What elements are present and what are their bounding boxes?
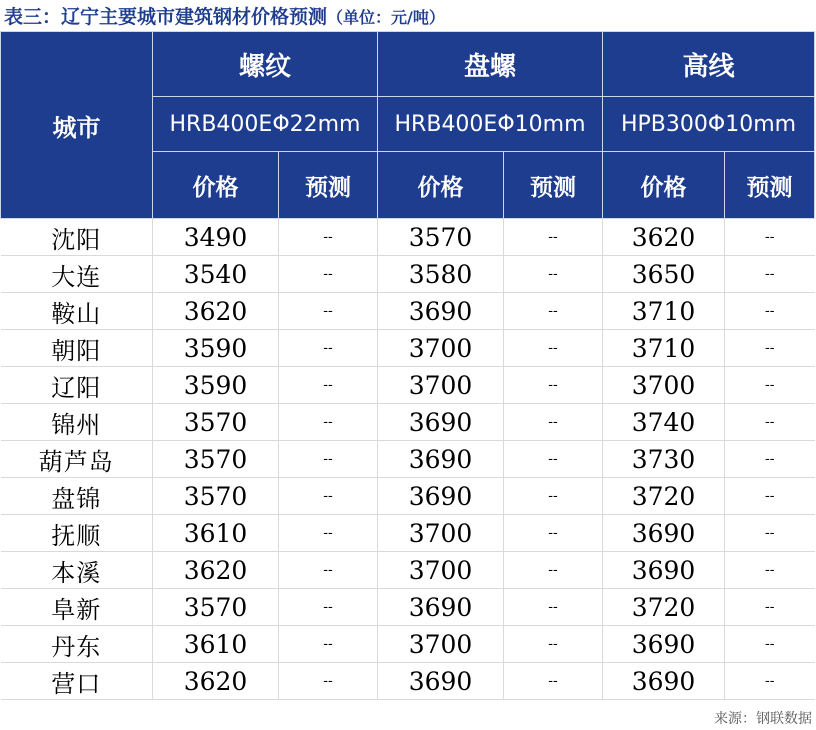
header-group-rebar: 螺纹	[153, 32, 378, 97]
wire-rod-forecast-cell: --	[725, 404, 815, 441]
rebar-forecast-cell: --	[279, 256, 378, 293]
header-price: 价格	[153, 152, 279, 219]
city-cell: 抚顺	[1, 515, 153, 552]
coil-rebar-forecast-cell: --	[504, 515, 603, 552]
wire-rod-forecast-cell: --	[725, 441, 815, 478]
table-row	[1, 515, 815, 552]
rebar-price-cell: 3540	[153, 256, 279, 293]
coil-rebar-forecast-cell: --	[504, 293, 603, 330]
rebar-forecast-cell: --	[279, 589, 378, 626]
coil-rebar-price-cell: 3570	[378, 219, 504, 256]
wire-rod-forecast-cell: --	[725, 256, 815, 293]
unit-text: （单位：元/吨）	[327, 8, 445, 27]
coil-rebar-price-cell: 3700	[378, 552, 504, 589]
rebar-price-cell: 3610	[153, 626, 279, 663]
table-row	[1, 441, 815, 478]
coil-rebar-forecast-cell: --	[504, 441, 603, 478]
rebar-forecast-cell: --	[279, 293, 378, 330]
rebar-price-cell: 3570	[153, 478, 279, 515]
coil-rebar-forecast-cell: --	[504, 626, 603, 663]
header-forecast: 预测	[725, 152, 815, 219]
city-cell: 沈阳	[1, 219, 153, 256]
city-cell: 丹东	[1, 626, 153, 663]
city-cell: 葫芦岛	[1, 441, 153, 478]
coil-rebar-price-cell: 3690	[378, 404, 504, 441]
coil-rebar-forecast-cell: --	[504, 256, 603, 293]
rebar-price-cell: 3570	[153, 404, 279, 441]
rebar-price-cell: 3490	[153, 219, 279, 256]
header-city: 城市	[1, 32, 153, 219]
price-table	[0, 31, 815, 700]
coil-rebar-forecast-cell: --	[504, 552, 603, 589]
city-cell: 大连	[1, 256, 153, 293]
coil-rebar-price-cell: 3700	[378, 330, 504, 367]
coil-rebar-forecast-cell: --	[504, 219, 603, 256]
wire-rod-forecast-cell: --	[725, 293, 815, 330]
city-cell: 营口	[1, 663, 153, 700]
wire-rod-forecast-cell: --	[725, 219, 815, 256]
wire-rod-forecast-cell: --	[725, 330, 815, 367]
table-row	[1, 330, 815, 367]
wire-rod-price-cell: 3620	[603, 219, 725, 256]
wire-rod-price-cell: 3730	[603, 441, 725, 478]
table-row	[1, 293, 815, 330]
rebar-forecast-cell: --	[279, 367, 378, 404]
rebar-forecast-cell: --	[279, 441, 378, 478]
header-spec-rebar: HRB400EΦ22mm	[153, 97, 378, 152]
source-note: 来源：钢联数据	[714, 711, 812, 727]
rebar-price-cell: 3620	[153, 663, 279, 700]
wire-rod-forecast-cell: --	[725, 515, 815, 552]
header-price: 价格	[378, 152, 504, 219]
coil-rebar-price-cell: 3700	[378, 367, 504, 404]
wire-rod-price-cell: 3700	[603, 367, 725, 404]
wire-rod-forecast-cell: --	[725, 367, 815, 404]
table-row	[1, 626, 815, 663]
city-cell: 本溪	[1, 552, 153, 589]
coil-rebar-forecast-cell: --	[504, 478, 603, 515]
table-title	[4, 3, 445, 31]
header-spec-wire-rod: HPB300Φ10mm	[603, 97, 815, 152]
rebar-forecast-cell: --	[279, 219, 378, 256]
city-cell: 鞍山	[1, 293, 153, 330]
header-forecast: 预测	[504, 152, 603, 219]
table-row	[1, 256, 815, 293]
coil-rebar-price-cell: 3690	[378, 663, 504, 700]
city-cell: 锦州	[1, 404, 153, 441]
wire-rod-price-cell: 3650	[603, 256, 725, 293]
table-body	[1, 219, 815, 700]
coil-rebar-price-cell: 3580	[378, 256, 504, 293]
title-text: 表三：辽宁主要城市建筑钢材价格预测	[4, 6, 328, 28]
wire-rod-price-cell: 3690	[603, 663, 725, 700]
rebar-price-cell: 3620	[153, 552, 279, 589]
header-group-wire-rod: 高线	[603, 32, 815, 97]
wire-rod-forecast-cell: --	[725, 626, 815, 663]
rebar-price-cell: 3620	[153, 293, 279, 330]
table-header	[1, 32, 815, 219]
coil-rebar-price-cell: 3700	[378, 515, 504, 552]
header-spec-coil-rebar: HRB400EΦ10mm	[378, 97, 603, 152]
rebar-forecast-cell: --	[279, 478, 378, 515]
wire-rod-price-cell: 3740	[603, 404, 725, 441]
header-forecast: 预测	[279, 152, 378, 219]
wire-rod-forecast-cell: --	[725, 663, 815, 700]
coil-rebar-price-cell: 3690	[378, 441, 504, 478]
wire-rod-forecast-cell: --	[725, 589, 815, 626]
rebar-forecast-cell: --	[279, 515, 378, 552]
coil-rebar-forecast-cell: --	[504, 367, 603, 404]
table-row	[1, 367, 815, 404]
wire-rod-price-cell: 3720	[603, 478, 725, 515]
coil-rebar-forecast-cell: --	[504, 663, 603, 700]
wire-rod-forecast-cell: --	[725, 478, 815, 515]
rebar-forecast-cell: --	[279, 626, 378, 663]
wire-rod-price-cell: 3690	[603, 552, 725, 589]
rebar-price-cell: 3610	[153, 515, 279, 552]
table-row	[1, 219, 815, 256]
city-cell: 朝阳	[1, 330, 153, 367]
wire-rod-price-cell: 3710	[603, 293, 725, 330]
wire-rod-price-cell: 3690	[603, 626, 725, 663]
city-cell: 辽阳	[1, 367, 153, 404]
table-row	[1, 552, 815, 589]
rebar-price-cell: 3590	[153, 330, 279, 367]
header-group-coil-rebar: 盘螺	[378, 32, 603, 97]
rebar-price-cell: 3570	[153, 589, 279, 626]
coil-rebar-forecast-cell: --	[504, 330, 603, 367]
coil-rebar-forecast-cell: --	[504, 589, 603, 626]
rebar-forecast-cell: --	[279, 663, 378, 700]
coil-rebar-price-cell: 3690	[378, 478, 504, 515]
coil-rebar-forecast-cell: --	[504, 404, 603, 441]
rebar-forecast-cell: --	[279, 552, 378, 589]
table-row	[1, 663, 815, 700]
wire-rod-price-cell: 3710	[603, 330, 725, 367]
rebar-price-cell: 3570	[153, 441, 279, 478]
rebar-forecast-cell: --	[279, 404, 378, 441]
table-row	[1, 404, 815, 441]
city-cell: 阜新	[1, 589, 153, 626]
table-row	[1, 589, 815, 626]
wire-rod-price-cell: 3690	[603, 515, 725, 552]
rebar-forecast-cell: --	[279, 330, 378, 367]
header-price: 价格	[603, 152, 725, 219]
coil-rebar-price-cell: 3690	[378, 589, 504, 626]
coil-rebar-price-cell: 3700	[378, 626, 504, 663]
coil-rebar-price-cell: 3690	[378, 293, 504, 330]
wire-rod-price-cell: 3720	[603, 589, 725, 626]
city-cell: 盘锦	[1, 478, 153, 515]
table-row	[1, 478, 815, 515]
wire-rod-forecast-cell: --	[725, 552, 815, 589]
rebar-price-cell: 3590	[153, 367, 279, 404]
